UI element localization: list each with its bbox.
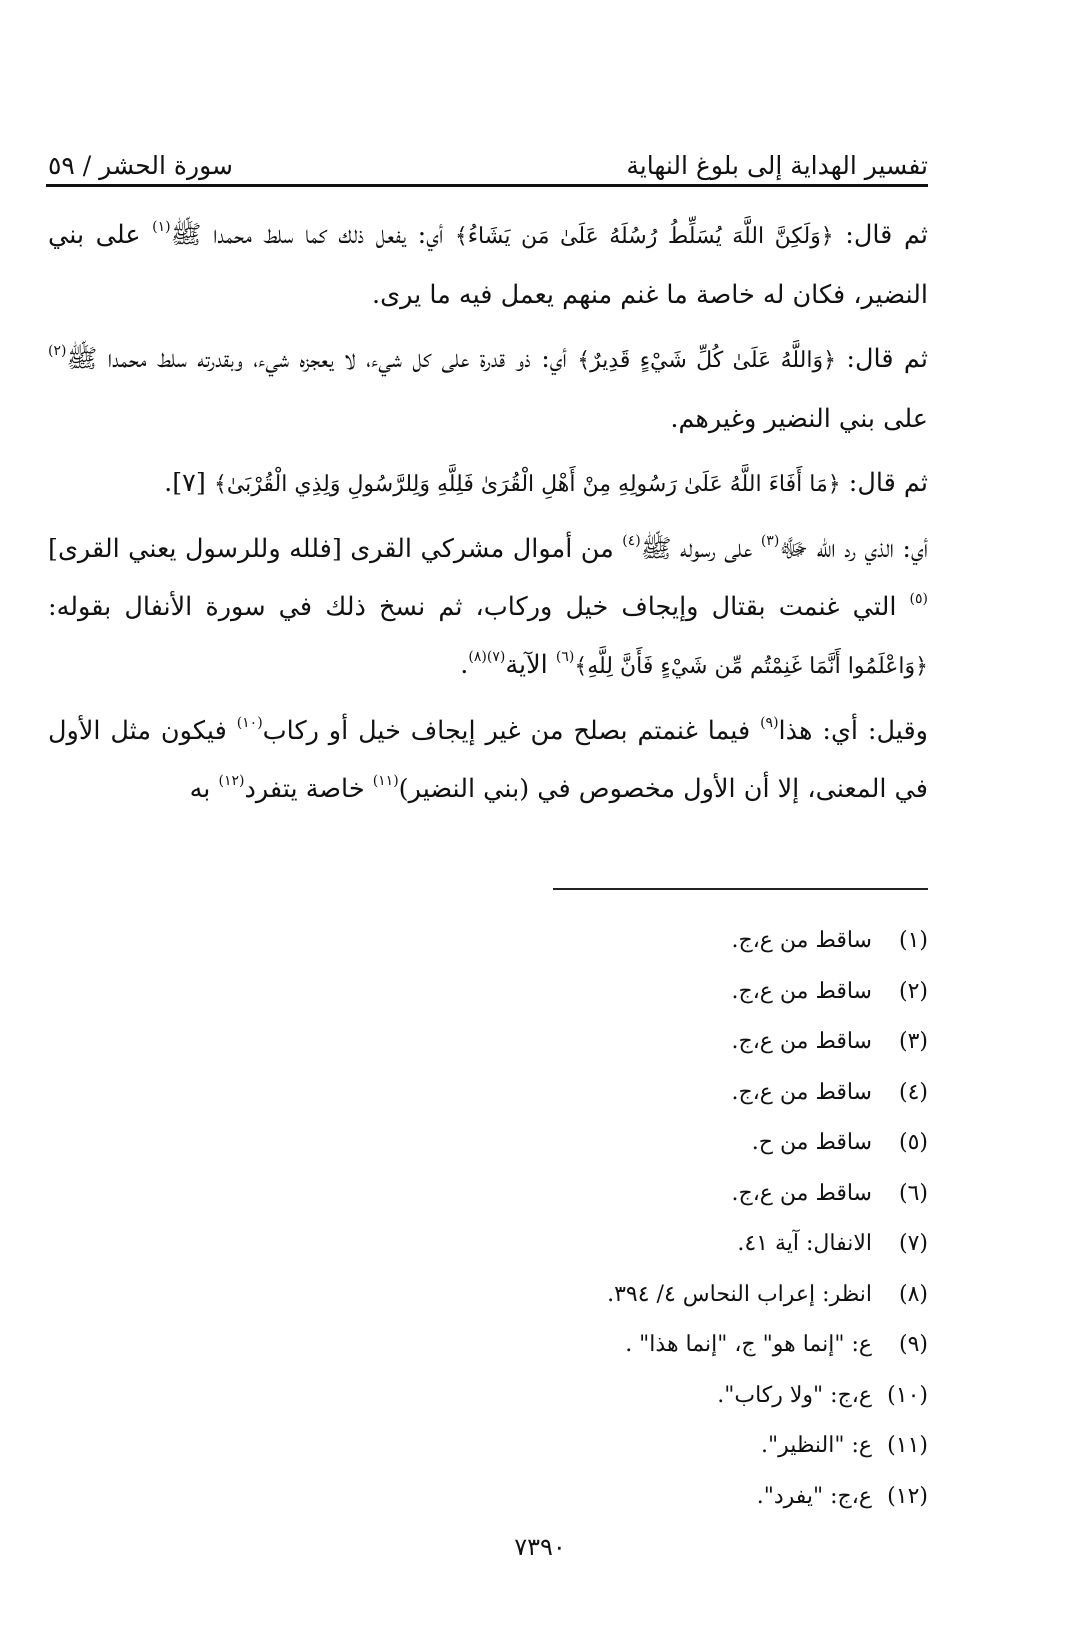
text-run: به (189, 774, 219, 804)
page-number: ٧٣٩٠ (514, 1533, 566, 1561)
paragraph-1 (48, 206, 928, 324)
paragraph-3 (48, 454, 928, 514)
quran-verse: ﴿وَاللَّهُ عَلَىٰ كُلِّ شَيْءٍ قَدِيرٌ﴾ (577, 348, 837, 373)
footnote-text: ساقط من ع،ج. (731, 978, 872, 1004)
footnote-item (48, 1320, 928, 1371)
footnote-item (48, 1472, 928, 1523)
footnote-text: ع: "إنما هو" ج، "إنما هذا" . (625, 1332, 872, 1357)
text-run: على بني النضير، فكان له خاصة ما غنم منهم يعمل فيه ما يرى. (48, 220, 928, 310)
text-run: على رسوله ﷺ (640, 534, 761, 564)
footnote-text: ساقط من ع،ج. (731, 1079, 872, 1105)
footnote-separator (553, 888, 928, 890)
footnote-item (48, 1270, 928, 1321)
paragraph-5 (48, 702, 928, 818)
quran-verse: ﴿وَلَكِنَّ اللَّهَ يُسَلِّطُ رُسُلَهُ عَلَىٰ مَن يَشَاءُ﴾ (454, 224, 834, 249)
text-run: التي غنمت بقتال وإيجاف خيل وركاب، ثم نسخ ذلك في سورة الأنفال بقوله: (48, 592, 910, 622)
footnote-ref[interactable]: (٣) (760, 533, 780, 549)
footnote-text: ساقط من ع،ج. (731, 928, 872, 953)
quran-verse: ﴿وَاعْلَمُوا أَنَّمَا غَنِمْتُم مِّن شَيْءٍ فَأَنَّ لِلَّهِ﴾ (574, 654, 928, 679)
footnote-number: (١٢) (887, 1483, 928, 1509)
footnote-text: ع: "النظير". (760, 1433, 872, 1458)
paragraph-4 (48, 520, 928, 696)
footnote-number: (٨) (898, 1281, 928, 1307)
header-rule (46, 184, 928, 187)
footnote-item (48, 967, 928, 1018)
footnote-item (48, 1068, 928, 1119)
footnote-item (48, 916, 928, 967)
verse-number: [٧]. (164, 468, 214, 498)
text-run: على بني النضير وغيرهم. (670, 404, 928, 434)
paragraph-2 (48, 330, 928, 448)
footnote-number: (٤) (898, 1079, 928, 1105)
footnote-item (48, 1421, 928, 1472)
text-run: ثم قال: (833, 220, 929, 250)
footnote-ref[interactable]: (٤) (622, 533, 641, 549)
book-title: تفسير الهداية إلى بلوغ النهاية (626, 151, 928, 180)
footnote-text: الانفال: آية ٤١. (737, 1231, 872, 1256)
footnote-text: ساقط من ع،ج. (731, 1029, 872, 1054)
text-run: . (460, 650, 469, 680)
quran-verse: ﴿مَا أَفَاءَ اللَّهُ عَلَىٰ رَسُولِهِ مِنْ أَهْلِ الْقُرَىٰ فَلِلَّهِ وَلِلرَّسُولِ وَلِذِي الْقُرْبَىٰ﴾ (213, 472, 841, 497)
footnote-number: (٦) (898, 1180, 928, 1206)
footnote-number: (١١) (887, 1433, 928, 1458)
footnote-text: ع،ج: "يفرد". (756, 1483, 872, 1509)
text-run: ثم قال: (840, 468, 928, 498)
main-text (48, 206, 928, 824)
footnote-ref[interactable]: (١٠) (236, 715, 263, 731)
footnote-item (48, 1118, 928, 1169)
footnote-item (48, 1169, 928, 1220)
footnote-text: انظر: إعراب النحاس ٤/ ٣٩٤. (607, 1281, 872, 1307)
footnote-ref[interactable]: (١) (152, 219, 171, 235)
footnote-ref[interactable]: (٩) (760, 715, 779, 731)
text-run: فيما غنمتم بصلح من غير إيجاف خيل أو ركاب (262, 716, 761, 746)
footnote-number: (٢) (898, 978, 928, 1004)
text-run: أي: ذو قدرة على كل شيء، لا يعجزه شيء، وبقدرته سلط محمدا ﷺ (66, 344, 578, 374)
text-run: أي: يفعل ذلك كما سلط محمدا ﷺ (170, 220, 455, 250)
footnote-item (48, 1219, 928, 1270)
text-run: ثم قال: (836, 344, 928, 374)
footnote-number: (٩) (898, 1332, 928, 1357)
text-run: خاصة يتفرد (244, 774, 373, 804)
text-run: فيكون مثل الأول في المعنى، إلا أن الأول مخصوص في (بني النضير) (48, 716, 928, 804)
footnote-number: (١٠) (887, 1382, 928, 1408)
text-run: الآية (505, 650, 556, 680)
footnote-item (48, 1017, 928, 1068)
footnote-ref[interactable]: (٧)(٨) (468, 649, 506, 665)
footnote-number: (٧) (898, 1231, 928, 1256)
footnote-ref[interactable]: (١٢) (218, 773, 245, 789)
text-run: أي: الذي رد الله ﷻ (779, 534, 928, 564)
footnote-number: (١) (898, 928, 928, 953)
footnote-text: ساقط من ح. (751, 1130, 872, 1155)
footnote-ref[interactable]: (٥) (909, 591, 928, 607)
text-run: وقيل: أي: هذا (778, 716, 928, 746)
footnote-ref[interactable]: (٦) (555, 649, 575, 665)
footnote-item (48, 1371, 928, 1422)
footnote-ref[interactable]: (١١) (372, 773, 399, 789)
running-header (48, 132, 928, 180)
footnotes-list (48, 916, 928, 1522)
text-run: من أموال مشركي القرى [فلله وللرسول يعني القرى] (48, 534, 623, 564)
footnote-text: ع،ج: "ولا ركاب". (717, 1382, 872, 1408)
footnote-text: ساقط من ع،ج. (731, 1180, 872, 1206)
footnote-number: (٣) (898, 1029, 928, 1054)
surah-page-label: سورة الحشر / ٥٩ (48, 151, 233, 180)
footnote-number: (٥) (898, 1130, 928, 1155)
footnote-ref[interactable]: (٢) (48, 343, 67, 359)
